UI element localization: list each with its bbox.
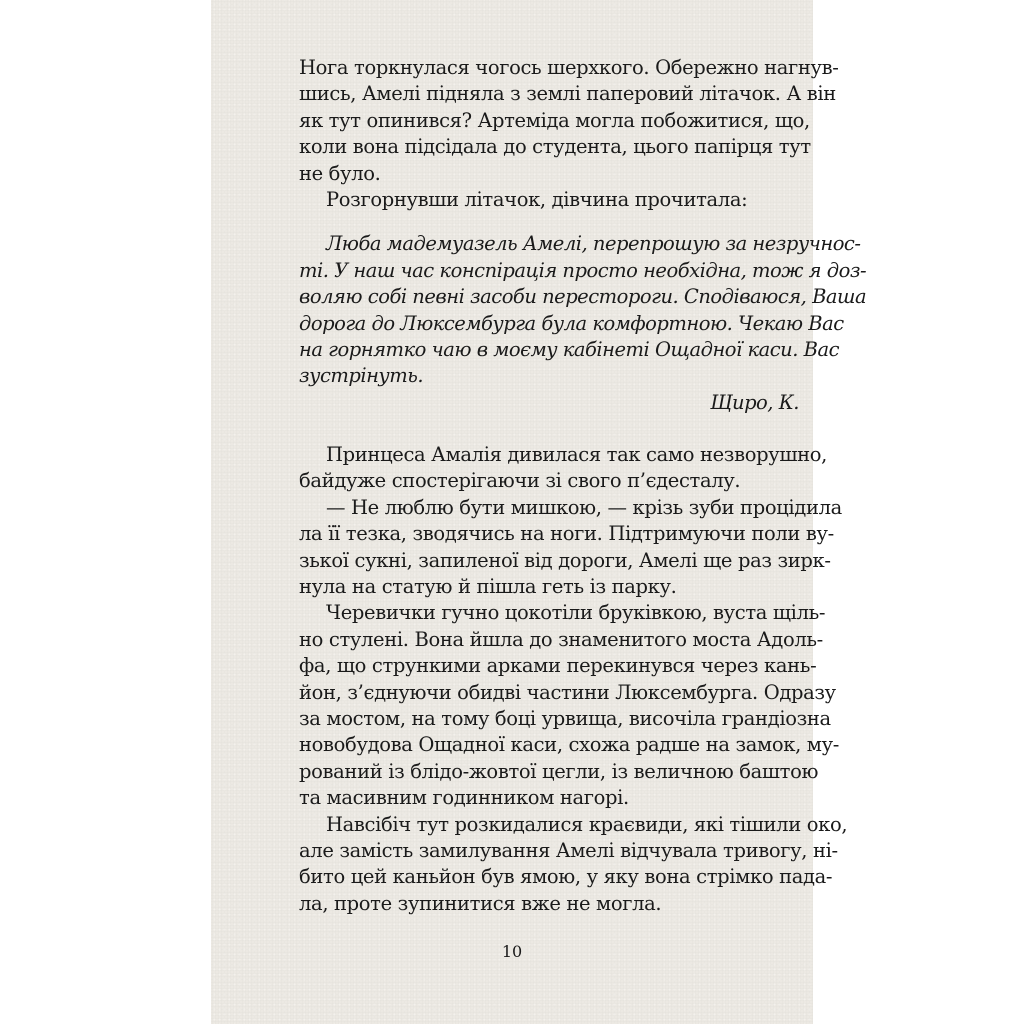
letter-line: воляю собі певні засоби перестороги. Сподіваюся, Ваша: [299, 285, 867, 309]
text-line: Принцеса Амалія дивилася так само незворушно,: [326, 443, 828, 467]
paragraph: [299, 812, 848, 918]
page-number: 10: [501, 942, 523, 961]
text-line: ла, проте зупинитися вже не могла.: [299, 891, 662, 915]
text-line: новобудова Ощадної каси, схожа радше на замок, му-: [299, 733, 839, 757]
paragraph: [299, 187, 799, 213]
text-line: як тут опинився? Артеміда могла побожитися, що,: [299, 108, 810, 132]
paragraph-dialogue: [299, 495, 842, 601]
text-line: Розгорнувши літачок, дівчина прочитала:: [326, 187, 748, 211]
text-line: рований із блідо-жовтої цегли, із величною баштою: [299, 759, 819, 783]
text-line: нула на статую й пішла геть із парку.: [299, 575, 677, 599]
text-column: [299, 55, 867, 917]
letter-line: зустрінуть.: [299, 364, 424, 388]
book-page: [211, 0, 867, 1024]
text-line: за мостом, на тому боці урвища, височіла грандіозна: [299, 706, 831, 730]
text-line: Черевички гучно цокотіли бруківкою, вуста щіль-: [326, 601, 826, 625]
letter-line: дорога до Люксембурга була комфортною. Чекаю Вас: [299, 311, 844, 335]
letter-block: [299, 231, 867, 416]
text-line: байдуже спостерігаючи зі свого п’єдесталу.: [299, 469, 741, 493]
text-line: шись, Амелі підняла з землі паперовий літачок. А він: [299, 82, 836, 106]
text-line: не було.: [299, 161, 381, 185]
spacer: [299, 416, 799, 442]
letter-line: ті. У наш час конспірація просто необхідна, тож я доз-: [299, 258, 867, 282]
text-line: зької сукні, запиленої від дороги, Амелі ще раз зирк-: [299, 548, 831, 572]
spacer: [299, 213, 799, 231]
text-line: але замість замилування Амелі відчувала тривогу, ні-: [299, 838, 838, 862]
text-line: Нога торкнулася чогось шерхкого. Обережно нагнув-: [299, 56, 839, 79]
text-line: — Не люблю бути мишкою, — крізь зуби процідила: [326, 495, 842, 519]
text-line: но стулені. Вона йшла до знаменитого моста Адоль-: [299, 627, 823, 651]
paragraph: [299, 55, 839, 187]
letter-line: Люба мадемуазель Амелі, перепрошую за незручнос-: [326, 232, 861, 256]
text-line: коли вона підсідала до студента, цього папірця тут: [299, 135, 811, 159]
letter-line: на горнятко чаю в моєму кабінеті Ощадної каси. Вас: [299, 337, 840, 361]
paragraph: [299, 442, 828, 495]
text-line: ла її тезка, зводячись на ноги. Підтримуючи поли ву-: [299, 522, 834, 546]
text-line: та масивним годинником нагорі.: [299, 786, 629, 810]
text-line: Навсібіч тут розкидалися краєвиди, які тішили око,: [326, 812, 848, 836]
paragraph: [299, 600, 839, 811]
letter-signature: Щиро, К.: [710, 390, 799, 414]
text-line: бито цей каньйон був ямою, у яку вона стрімко пада-: [299, 865, 833, 889]
text-line: фа, що стрункими арками перекинувся через кань-: [299, 654, 817, 678]
text-line: йон, з’єднуючи обидві частини Люксембурга. Одразу: [299, 680, 836, 704]
